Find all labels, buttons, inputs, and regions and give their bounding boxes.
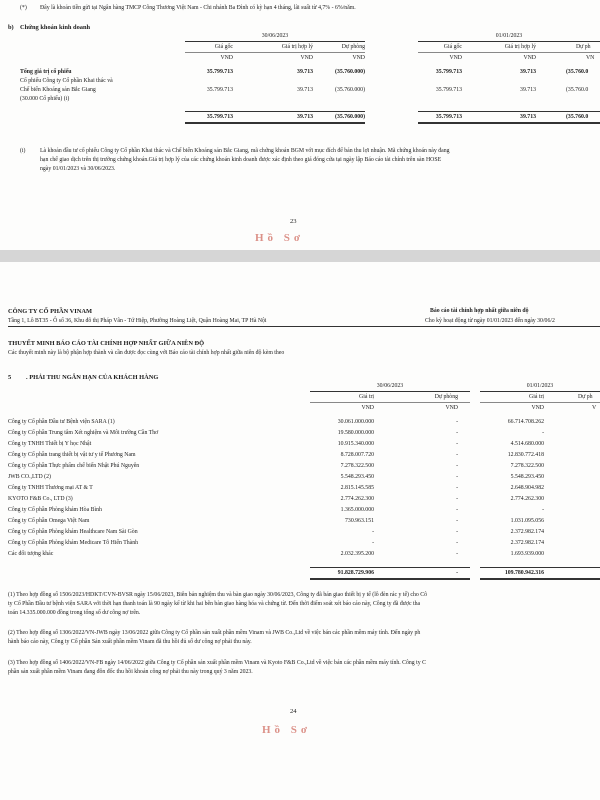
total-rule-b	[418, 111, 600, 112]
col-rule-b	[480, 402, 600, 403]
note-i-line1: Là khoản đầu tư cổ phiếu Công ty Cổ phần Khai thác và Chế biến Khoáng sản Bắc Giang, mã chứng khoán BGM với mục đích để bán thu lợi nhuận. Mã chứng khoán này đang	[40, 148, 450, 154]
row-prov-a: -	[456, 518, 458, 524]
header-rule-a	[310, 391, 470, 392]
row-prov-a: -	[456, 551, 458, 557]
total-double-rule-a	[185, 122, 365, 124]
row-label: Công ty Cổ phần Phòng khám Hòa Bình	[8, 507, 102, 513]
total-cost-b: 35.799.713	[435, 114, 462, 120]
page-number: 23	[290, 218, 297, 225]
row-value-b: 1.031.095.056	[510, 518, 544, 524]
total-rule-a	[185, 111, 365, 112]
report-period: Cho kỳ hoạt động từ ngày 01/01/2023 đến ngày 30/06/2	[425, 318, 555, 324]
row-value-b: 1.693.939.000	[510, 551, 544, 557]
document-page-23	[0, 0, 600, 250]
note-1-line2: ty Cổ Phần Đầu tư bệnh viện SARA với thời hạn thanh toán là 90 ngày kể từ khi hai bên bàn giao hàng hóa và chứng từ. Đến thời điểm soát xét báo cáo này, Công ty đã được tha	[8, 601, 421, 607]
total-rule-b	[480, 567, 600, 568]
row-label: KYOTO F&B Co., LTD (3)	[8, 496, 73, 502]
row-label: JWB CO.,LTD (2)	[8, 474, 51, 480]
row-label: Công ty Cổ phần Thực phẩm chế biến Nhật Phú Nguyên	[8, 463, 140, 469]
total-fair-b: 39.713	[520, 114, 536, 120]
row-label: Công ty TNHH Thương mại AT & T	[8, 485, 93, 491]
col-value-b: Giá trị	[529, 394, 544, 400]
row-value-b: 2.648.904.982	[510, 485, 544, 491]
header-rule-a	[185, 41, 365, 42]
notes-heading: THUYẾT MINH BÁO CÁO TÀI CHÍNH HỢP NHẤT GIỮA NIÊN ĐỘ	[8, 340, 205, 347]
row-value-a: 1.365.000.000	[340, 507, 374, 513]
total-prov-b: (35.760.0	[566, 114, 589, 120]
col-prov-b: Dự ph	[578, 394, 593, 400]
header-divider	[8, 326, 600, 327]
row-value-a: 10.915.340.000	[337, 441, 374, 447]
note-3-line2: phần sản xuất phần mềm Vinam đang đôn đốc thu hồi khoản công nợ phải thu này trong quý 3 năm 2023.	[8, 669, 253, 675]
period-b-header: 01/01/2023	[495, 33, 523, 39]
row-value-a: 2.032.395.200	[340, 551, 374, 557]
row-value-a: 730.963.151	[345, 518, 374, 524]
row-cost-a: 35.799.713	[206, 69, 233, 75]
row-label: Các đối tượng khác	[8, 551, 54, 557]
row-label: Công ty Cổ phần Phòng khám Healthcare Nam Sài Gòn	[8, 529, 138, 535]
row-label: Công ty TNHH Thiết bị Y học Nhật	[8, 441, 92, 447]
row-prov-a: -	[456, 496, 458, 502]
row-value-a: -	[372, 540, 374, 546]
row-value-b: 7.278.322.500	[510, 463, 544, 469]
row-value-b: 2.372.982.174	[510, 529, 544, 535]
unit-prov-a: VND	[352, 55, 365, 61]
row-prov-b: (35.760.0	[566, 69, 589, 75]
col-value-a: Giá trị	[359, 394, 374, 400]
row-label: Chế biến Khoáng sản Bắc Giang	[20, 87, 96, 93]
row-value-a: 2.774.262.300	[340, 496, 374, 502]
note-2-line2: hành báo cáo này, Công ty Cổ phần Sản xuất phần mềm Vinam đã thu hồi đủ số dư công nợ phải thu này.	[8, 639, 252, 645]
note-2-line1: (2) Theo hợp đồng số 1306/2022/VN-JWB ngày 13/06/2022 giữa Công ty Cổ phần sản xuất phần mềm Vinam và JWB Co.,Ltd về việc bán các phần mềm máy tính. Đến ngày ph	[8, 630, 421, 636]
total-value-a: 91.828.729.906	[337, 570, 374, 576]
col-prov-b: Dự ph	[576, 44, 591, 50]
row-cost-b: 35.799.713	[435, 69, 462, 75]
row-fair-a: 39.713	[297, 87, 313, 93]
col-rule-b	[418, 52, 600, 53]
row-label: Cổ phiếu Công ty Cổ phần Khai thác và	[20, 78, 113, 84]
total-fair-a: 39.713	[297, 114, 313, 120]
total-rule-a	[310, 567, 470, 568]
section-number: 5	[8, 374, 12, 381]
row-prov-a: -	[456, 540, 458, 546]
row-value-b: 4.514.680.000	[510, 441, 544, 447]
note-1-line3: toán 14.335.000.000 đồng trong tổng số dư công nợ trên.	[8, 610, 141, 616]
row-prov-b: (35.760.0	[566, 87, 589, 93]
row-prov-a: (35.760.000)	[335, 69, 365, 75]
page-number: 24	[290, 708, 297, 715]
col-cost-b: Giá gốc	[443, 44, 462, 50]
header-rule-b	[418, 41, 600, 42]
note-i-mark: (i)	[20, 148, 26, 154]
row-label: Tổng giá trị cổ phiếu	[20, 69, 72, 75]
total-cost-a: 35.799.713	[206, 114, 233, 120]
unit-prov-a: VND	[445, 405, 458, 411]
page-separator	[0, 250, 600, 262]
period-a-header: 30/06/2023	[376, 383, 404, 389]
unit-value-b: VND	[531, 405, 544, 411]
header-rule-b	[480, 391, 600, 392]
unit-cost-b: VND	[449, 55, 462, 61]
row-value-a: 30.061.000.000	[337, 419, 374, 425]
row-cost-b: 35.799.713	[435, 87, 462, 93]
document-page-24	[0, 262, 600, 800]
notes-subheading: Các thuyết minh này là bộ phận hợp thành và cần được đọc cùng với Báo cáo tài chính hợp nhất giữa niên độ kèm theo	[8, 350, 285, 356]
total-double-rule-b	[480, 578, 600, 580]
row-prov-a: -	[456, 485, 458, 491]
row-fair-b: 39.713	[520, 69, 536, 75]
row-prov-a: -	[456, 452, 458, 458]
total-prov-a: -	[456, 570, 458, 576]
col-rule-a	[310, 402, 470, 403]
row-prov-a: -	[456, 430, 458, 436]
row-prov-a: -	[456, 419, 458, 425]
company-name: CÔNG TY CỔ PHẦN VINAM	[8, 308, 93, 315]
row-value-a: 7.278.322.500	[340, 463, 374, 469]
row-value-b: 2.372.982.174	[510, 540, 544, 546]
row-fair-b: 39.713	[520, 87, 536, 93]
red-stamp: Hồ Sơ	[262, 724, 312, 736]
row-value-b: 2.774.262.300	[510, 496, 544, 502]
section-b-letter: b)	[8, 24, 14, 31]
unit-value-a: VND	[361, 405, 374, 411]
row-label: Công ty Cổ phần trang thiết bị vật tư y tế Phương Nam	[8, 452, 136, 458]
row-prov-a: -	[456, 529, 458, 535]
row-fair-a: 39.713	[297, 69, 313, 75]
col-prov-a: Dự phòng	[341, 44, 365, 50]
note-star-mark: (*)	[20, 5, 27, 11]
row-value-b: 5.548.293.450	[510, 474, 544, 480]
note-star-text: Đây là khoản tiền gửi tại Ngân hàng TMCP Công Thương Việt Nam - Chi nhánh Ba Đình có kỳ hạn 4 tháng, lãi suất từ 4,7% - 6%/năm.	[40, 5, 356, 11]
unit-fair-b: VND	[523, 55, 536, 61]
row-prov-a: -	[456, 463, 458, 469]
total-prov-a: (35.760.000)	[335, 114, 365, 120]
note-i-line3: ngày 01/01/2023 và 30/06/2023.	[40, 166, 116, 172]
period-b-header: 01/01/2023	[526, 383, 554, 389]
period-a-header: 30/06/2023	[261, 33, 289, 39]
unit-prov-b: VN	[586, 55, 595, 61]
red-stamp: Hồ Sơ	[255, 232, 305, 244]
row-value-a: 8.728.007.720	[340, 452, 374, 458]
row-value-a: 5.548.293.450	[340, 474, 374, 480]
section-title: . PHẢI THU NGẮN HẠN CỦA KHÁCH HÀNG	[26, 374, 159, 381]
col-rule-a	[185, 52, 365, 53]
row-label: Công ty Cổ phần Phòng khám Medicare Tô Hiến Thành	[8, 540, 139, 546]
row-label: (30.000 Cổ phiếu) (i)	[20, 96, 70, 102]
row-label: Công ty Cổ phần Đầu tư Bệnh viện SARA (1)	[8, 419, 115, 425]
note-i-line2: hạn chế giao dịch trên thị trường chứng khoán.Giá trị hợp lý của các chứng khoán kinh doanh được xác định theo giá đóng cửa tại ngày lập Báo cáo tài chính trên sàn HOSE	[40, 157, 442, 163]
row-label: Công ty Cổ phần Trung tâm Xét nghiệm và Môi trường Cần Thơ	[8, 430, 159, 436]
report-title: Báo cáo tài chính hợp nhất giữa niên độ	[430, 308, 529, 314]
row-value-a: -	[372, 529, 374, 535]
company-address: Tầng 1, Lô BT35 - Ô số 36, Khu đô thị Pháp Vân - Tứ Hiệp, Phường Hoàng Liệt, Quận Hoàng Mai, TP Hà Nội	[8, 318, 267, 324]
row-prov-a: -	[456, 441, 458, 447]
row-prov-a: -	[456, 474, 458, 480]
unit-cost-a: VND	[220, 55, 233, 61]
row-value-b: -	[542, 430, 544, 436]
row-label: Công ty Cổ phần Omega Việt Nam	[8, 518, 90, 524]
col-prov-a: Dự phòng	[434, 394, 458, 400]
row-prov-a: -	[456, 507, 458, 513]
total-double-rule-b	[418, 122, 600, 124]
row-value-b: 66.714.708.262	[507, 419, 544, 425]
section-b-title: Chứng khoán kinh doanh	[20, 24, 91, 31]
total-value-b: 109.780.942.316	[504, 570, 544, 576]
unit-prov-b: V	[592, 405, 597, 411]
col-fair-a: Giá trị hợp lý	[281, 44, 313, 50]
row-value-a: 19.580.000.000	[337, 430, 374, 436]
row-value-b: -	[542, 507, 544, 513]
col-cost-a: Giá gốc	[214, 44, 233, 50]
row-value-b: 12.830.772.418	[507, 452, 544, 458]
unit-fair-a: VND	[300, 55, 313, 61]
note-1-line1: (1) Theo hợp đồng số 1506/2023/HDKT/CVN-BVSR ngày 15/06/2023, Biên bản nghiệm thu và bàn giao ngày 30/06/2023, Công ty đã bán giao thiết bị y tế (lô đèn rác y tế) cho Cô	[8, 592, 427, 598]
note-3-line1: (3) Theo hợp đồng số 1406/2022/VN-FB ngày 14/06/2022 giữa Công ty Cổ phần sản xuất phần mềm Vinam và Kyoto F&B Co.,Ltd về việc bán các phần mềm máy tính. Công ty C	[8, 660, 426, 666]
row-prov-a: (35.760.000)	[335, 87, 365, 93]
row-cost-a: 35.799.713	[206, 87, 233, 93]
total-double-rule-a	[310, 578, 470, 580]
col-fair-b: Giá trị hợp lý	[504, 44, 536, 50]
row-value-a: 2.815.145.585	[340, 485, 374, 491]
